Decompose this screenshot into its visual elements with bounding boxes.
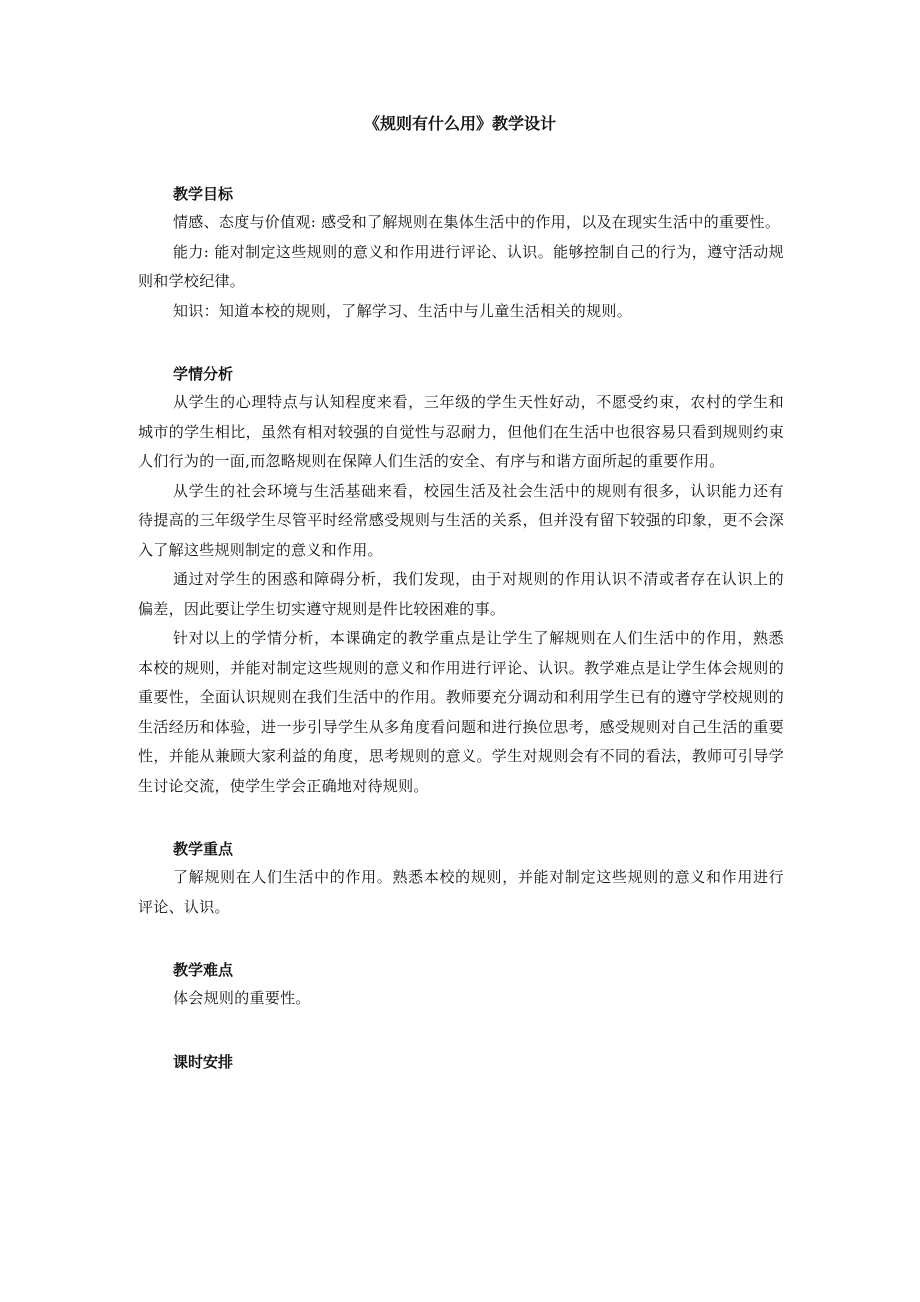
section-spacer (138, 1014, 784, 1048)
section-spacer (138, 801, 784, 835)
section-student-analysis (138, 360, 784, 801)
section-heading: 教学重点 (173, 840, 234, 858)
paragraph: 体会规则的重要性。 (173, 989, 311, 1007)
section-schedule (138, 1048, 784, 1076)
paragraph: 从学生的社会环境与生活基础来看，校园生活及社会生活中的规则有很多，认识能力还有待提高的三年级学生尽管平时经常感受规则与生活的关系，但并没有留下较强的印象，更不会深入了解这些规则制定的意义和作用。 (138, 481, 784, 559)
paragraph: 情感、态度与价值观: 感受和了解规则在集体生活中的作用，以及在现实生活中的重要性。 (173, 213, 781, 231)
paragraph: 从学生的心理特点与认知程度来看，三年级的学生天性好动，不愿受约束，农村的学生和城市的学生相比，虽然有相对较强的自觉性与忍耐力，但他们在生活中也很容易只看到规则约束人们行为的一面,而忽略规则在保障人们生活的安全、有序与和谐方面所起的重要作用。 (138, 393, 784, 470)
section-heading: 课时安排 (173, 1052, 234, 1071)
section-teaching-goals (138, 180, 784, 326)
section-spacer (138, 922, 784, 956)
section-difficulties (138, 956, 784, 1014)
paragraph: 针对以上的学情分析，本课确定的教学重点是让学生了解规则在人们生活中的作用，熟悉本校的规则，并能对制定这些规则的意义和作用进行评论、认识。教学难点是让学生体会规则的重要性，全面认识规则在我们生活中的作用。教师要充分调动和利用学生已有的遵守学校规则的生活经历和体验，进一步引导学生从多角度看问题和进行换位思考，感受规则对自己生活的重要性，并能从兼顾大家利益的角度，思考规则的意义。学生对规则会有不同的看法，教师可引导学生讨论交流，使学生学会正确地对待规则。 (138, 629, 784, 795)
section-heading: 教学难点 (173, 961, 234, 979)
section-heading: 教学目标 (173, 185, 234, 203)
section-spacer (138, 326, 784, 360)
document-title: 《规则有什么用》教学设计 (363, 114, 556, 133)
section-key-points (138, 835, 784, 922)
paragraph: 了解规则在人们生活中的作用。熟悉本校的规则，并能对制定这些规则的意义和作用进行评论、认识。 (138, 868, 784, 916)
paragraph: 知识：知道本校的规则，了解学习、生活中与儿童生活相关的规则。 (173, 301, 633, 320)
document-body (138, 180, 784, 1076)
section-heading: 学情分析 (173, 365, 234, 383)
paragraph: 通过对学生的困惑和障碍分析，我们发现，由于对规则的作用认识不清或者存在认识上的偏差，因此要让学生切实遵守规则是件比较困难的事。 (138, 570, 784, 618)
paragraph: 能力: 能对制定这些规则的意义和作用进行评论、认识。能够控制自己的行为，遵守活动规则和学校纪律。 (138, 242, 784, 290)
